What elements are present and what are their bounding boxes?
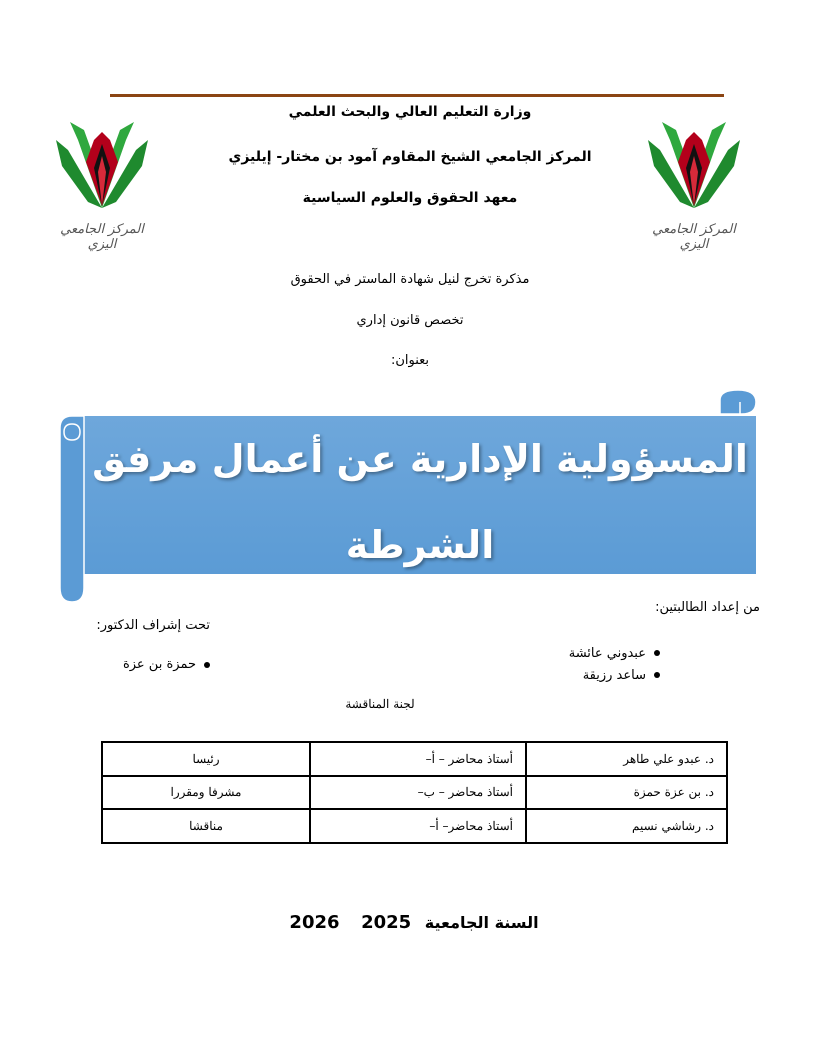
bullet-icon	[654, 672, 660, 678]
table-row	[102, 776, 727, 810]
member-rank: أستاذ محاضر – أ–	[310, 742, 526, 776]
student-name: عبدوني عائشة	[568, 645, 646, 661]
academic-year-label: السنة الجامعية	[424, 913, 539, 932]
supervisor-label: تحت إشراف الدكتور:	[96, 618, 210, 633]
title-banner	[50, 388, 762, 606]
supervisor-name: حمزة بن عزة	[122, 657, 196, 672]
thesis-type: مذكرة تخرج لنيل شهادة الماستر في الحقوق	[290, 272, 530, 287]
academic-year	[200, 912, 620, 933]
table-row	[102, 809, 727, 843]
supervisor-list	[60, 657, 210, 672]
student-name: ساعد رزيقة	[582, 667, 646, 683]
committee-title: لجنة المناقشة	[345, 697, 415, 711]
top-rule	[110, 94, 724, 97]
member-role: رئيسا	[102, 742, 310, 776]
student-list	[520, 642, 660, 686]
ministry-heading: وزارة التعليم العالي والبحث العلمي	[288, 104, 532, 120]
thesis-title-line1: المسؤولية الإدارية عن أعمال مرفق	[92, 437, 748, 481]
university-center-heading: المركز الجامعي الشيخ المقاوم آمود بن مختار- إيليزي	[228, 149, 592, 165]
students-label: من إعداد الطالبتين:	[655, 600, 760, 615]
member-name: د. بن عزة حمزة	[526, 776, 727, 810]
year-end: 2026	[289, 912, 340, 933]
committee-table	[101, 741, 728, 844]
specialization: تخصص قانون إداري	[356, 313, 464, 328]
member-rank: أستاذ محاضر– أ–	[310, 809, 526, 843]
member-name: د. رشاشي نسيم	[526, 809, 727, 843]
logo-emblem-icon	[48, 110, 156, 220]
list-item	[60, 657, 210, 672]
list-item	[520, 664, 660, 686]
year-start: 2025	[361, 912, 412, 933]
table-row	[102, 742, 727, 776]
member-role: مناقشا	[102, 809, 310, 843]
logo-caption-right: المركز الجامعي اليزي	[652, 222, 736, 252]
university-logo-left	[48, 110, 156, 250]
member-name: د. عبدو علي طاهر	[526, 742, 727, 776]
title-label: بعنوان:	[390, 353, 430, 368]
member-role: مشرفا ومقررا	[102, 776, 310, 810]
bullet-icon	[654, 650, 660, 656]
bullet-icon	[204, 662, 210, 668]
logo-caption-left: المركز الجامعي اليزي	[60, 222, 144, 252]
thesis-title	[90, 416, 750, 576]
thesis-title-line2: الشرطة	[345, 523, 495, 567]
university-logo-right	[640, 110, 748, 250]
member-rank: أستاذ محاضر – ب–	[310, 776, 526, 810]
institute-heading: معهد الحقوق والعلوم السياسية	[302, 190, 518, 206]
list-item	[520, 642, 660, 664]
